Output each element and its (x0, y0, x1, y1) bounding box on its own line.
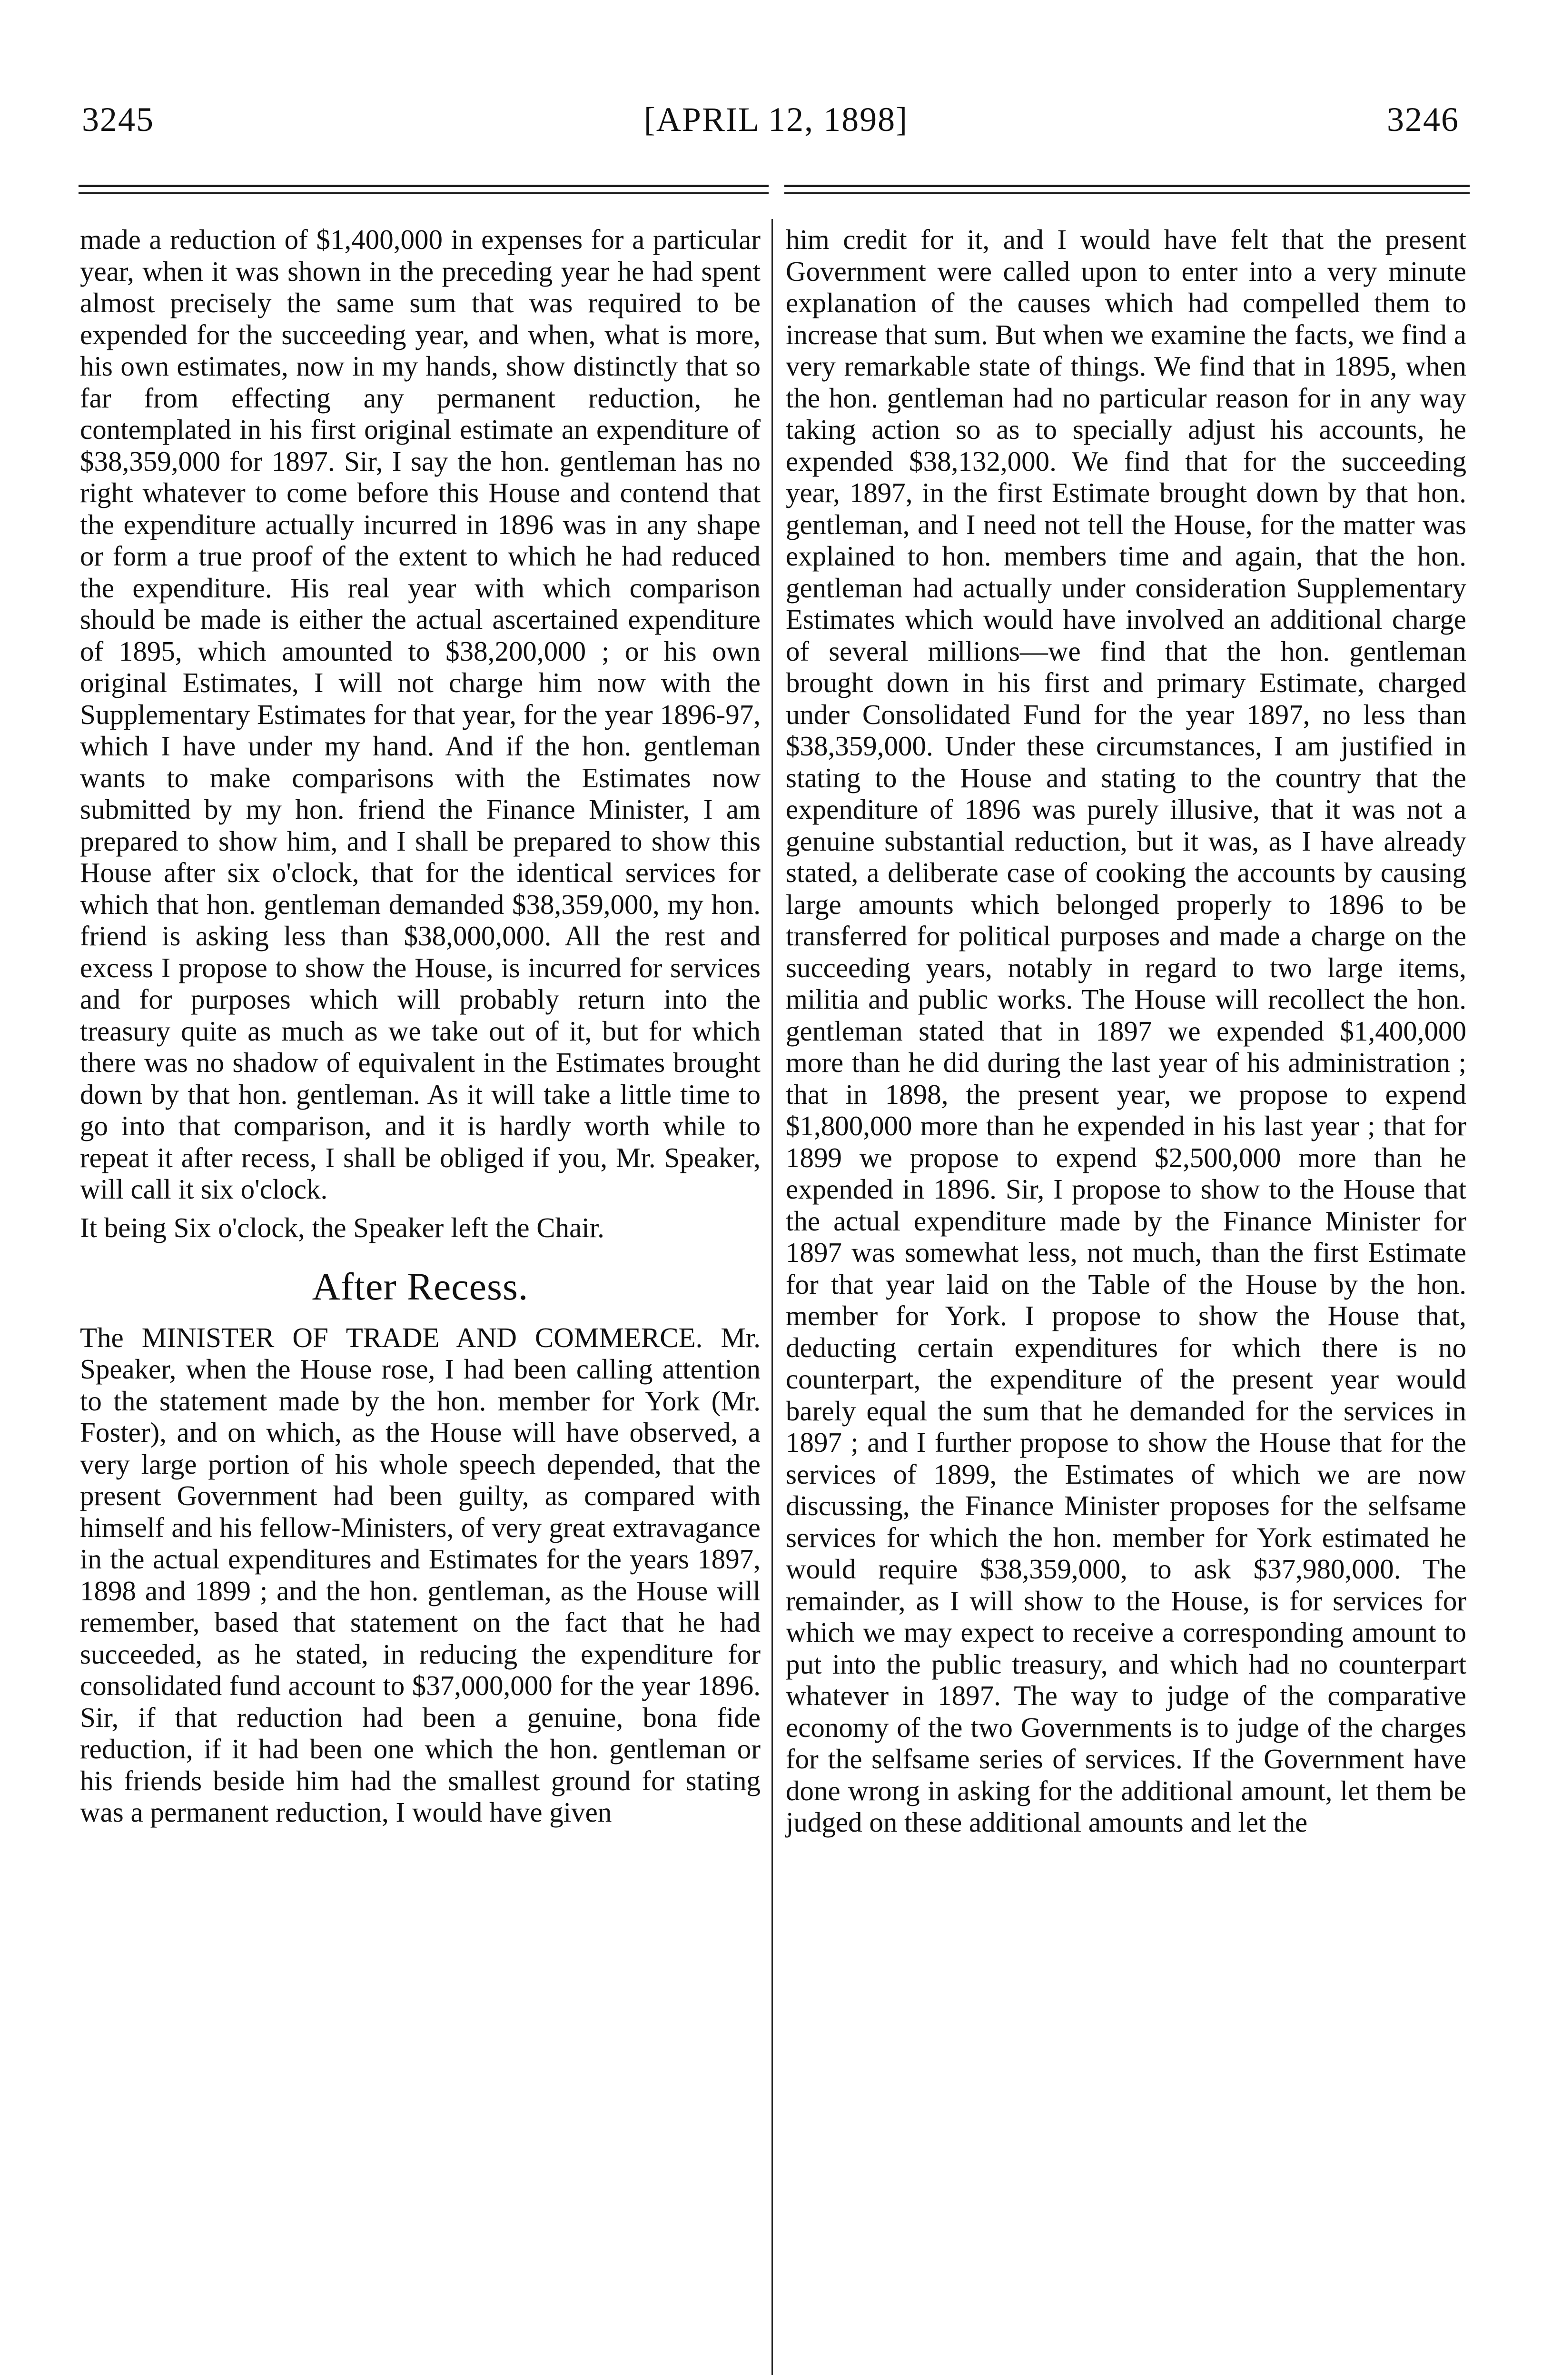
left-paragraph-3: The MINISTER OF TRADE AND COMMERCE. Mr. Speaker, when the House rose, I had been calling attention to the statement made by the hon. member for York (Mr. Foster), and on which, as the House will have observed, a very large portion of his whole speech depended, that the present Government had been guilty, as compared with himself and his fellow-Ministers, of very great extravagance in the actual expenditures and Estimates for the years 1897, 1898 and 1899 ; and the hon. gentleman, as the House will remember, based that statement on the fact that he had succeeded, as he stated, in reducing the expenditure for consolidated fund account to $37,000,000 for the year 1896. Sir, if that reduction had been a genuine, bona fide reduction, if it had been one which the hon. gentleman or his friends beside him had the smallest ground for stating was a permanent reduction, I would have given (80, 1321, 761, 1828)
header-rule-right (784, 185, 1470, 187)
left-page-number: 3245 (82, 100, 154, 139)
section-heading: After Recess. (312, 1265, 529, 1308)
column-divider (771, 219, 773, 2375)
header-rule-left-thin (79, 192, 769, 194)
right-paragraph-1: him credit for it, and I would have felt that the present Government were called upon to enter into a very minute explanation of the causes which had compelled them to increase that sum. But when we examine the facts, we find a very remarkable state of things. We find that in 1895, when the hon. gentleman had no particular reason for in any way taking action so as to specially adjust his accounts, he expended $38,132,000. We find that for the succeeding year, 1897, in the first Estimate brought down by that hon. gentleman, and I need not tell the House, for the matter was explained to hon. members time and again, that the hon. gentleman had actually under consideration Supplementary Estimates which would have involved an additional charge of several millions—we find that the hon. gentleman brought down in his first and primary Estimate, charged under Consolidated Fund for the year 1897, no less than $38,359,000. Under these circumstances, I am justified in stating to the House and stating to the country that the expenditure of 1896 was purely illusive, that it was not a genuine substantial reduction, but it was, as I have already stated, a deliberate case of cooking the accounts by causing large amounts which belonged properly to 1896 to be transferred for political purposes and made a charge on the succeeding years, notably in regard to two large items, militia and public works. The House will recollect the hon. gentleman stated that in 1897 we expended $1,400,000 more than he did during the last year of his administration ; that in 1898, the present year, we propose to expend $1,800,000 more than he expended in his last year ; that for 1899 we propose to expend $2,500,000 more than he expended in 1896. Sir, I propose to show to the House that the actual expenditure made by the Finance Minister for 1897 was somewhat less, not much, than the first Estimate for that year laid on the Table of the House by the hon. member for York. I propose to show the House that, deducting certain expenditures for which there is no counterpart, the expenditure of the present year would barely equal the sum that he demanded for the services in 1897 ; and I further propose to show the House that for the services of 1899, the Estimates of which we are now discussing, the Finance Minister proposes for the selfsame services for which the hon. member for York estimated he would require $38,359,000, to ask $37,980,000. The remainder, as I will show to the House, is for services for which we may expect to receive a corresponding amount to put into the public treasury, and which had no counterpart whatever in 1897. The way to judge of the comparative economy of the two Governments is to judge of the charges for the selfsame series of services. If the Government have done wrong in asking for the additional amount, let them be judged on these additional amounts and let the (786, 224, 1466, 1838)
right-page-number: 3246 (1387, 100, 1459, 139)
page-date: [APRIL 12, 1898] (643, 100, 909, 139)
header-rule-right-thin (784, 192, 1470, 194)
left-paragraph-1: made a reduction of $1,400,000 in expenses for a particular year, when it was shown in the preceding year he had spent almost precisely the same sum that was required to be expended for the succeeding year, and when, what is more, his own estimates, now in my hands, show distinctly that so far from effecting any permanent reduction, he contemplated in his first original estimate an expenditure of $38,359,000 for 1897. Sir, I say the hon. gentleman has no right whatever to come before this House and contend that the expenditure actually incurred in 1896 was in any shape or form a true proof of the extent to which he had reduced the expenditure. His real year with which comparison should be made is either the actual ascertained expenditure of 1895, which amounted to $38,200,000 ; or his own original Estimates, I will not charge him now with the Supplementary Estimates for that year, for the year 1896-97, which I have under my hand. And if the hon. gentleman wants to make comparisons with the Estimates now submitted by my hon. friend the Finance Minister, I am prepared to show him, and I shall be prepared to show this House after six o'clock, that for the identical services for which that hon. gentleman demanded $38,359,000, my hon. friend is asking less than $38,000,000. All the rest and excess I propose to show the House, is incurred for services and for purposes which will probably return into the treasury quite as much as we take out of it, but for which there was no shadow of equivalent in the Estimates brought down by that hon. gentleman. As it will take a little time to go into that comparison, and it is hardly worth while to repeat it after recess, I shall be obliged if you, Mr. Speaker, will call it six o'clock. (80, 224, 761, 1205)
paragraph-gap (80, 1205, 761, 1212)
left-paragraph-2: It being Six o'clock, the Speaker left the Chair. (80, 1211, 604, 1243)
page-header (0, 100, 1552, 152)
right-column (786, 224, 1466, 1838)
left-column (80, 224, 761, 1828)
header-rule-left (79, 185, 769, 187)
